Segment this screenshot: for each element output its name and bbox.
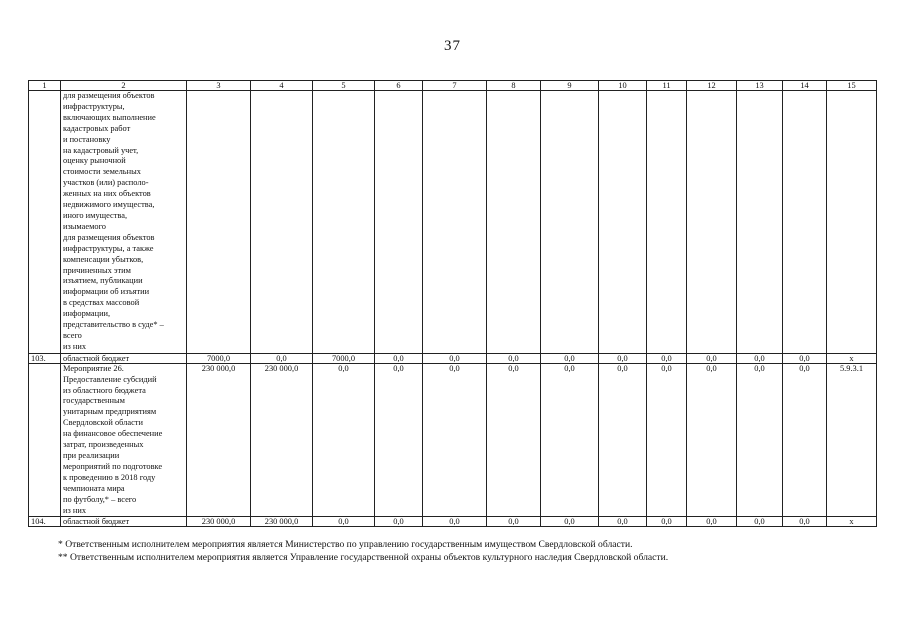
value-cell: 0,0 xyxy=(599,517,647,527)
value-cell: 230 000,0 xyxy=(187,517,251,527)
column-header: 7 xyxy=(423,81,487,91)
budget-label: областной бюджет xyxy=(61,353,187,363)
measure-description: Мероприятие 26. Предоставление субсидий из областного бюджета государственным унитарным предприятиям Свердловской области на финансовое обеспечение затрат, произведенных при реализации мероприятий по подготовке к проведению в 2018 году чемпионата мира по футболу,* – всего из них xyxy=(61,363,187,517)
value-cell: 0,0 xyxy=(687,363,737,517)
column-header: 13 xyxy=(737,81,783,91)
value-cell: 0,0 xyxy=(737,363,783,517)
value-cell: 0,0 xyxy=(541,363,599,517)
value-cell: 0,0 xyxy=(599,353,647,363)
value-cell: 230 000,0 xyxy=(251,517,313,527)
table-row-103 xyxy=(29,353,877,363)
footnote-1: * Ответственным исполнителем мероприятия является Министерство по управлению государственным имуществом Свердловской области. xyxy=(58,539,633,550)
column-header: 12 xyxy=(687,81,737,91)
value-cell: 0,0 xyxy=(783,353,827,363)
value-cell: 0,0 xyxy=(687,517,737,527)
column-header: 1 xyxy=(29,81,61,91)
value-cell: 0,0 xyxy=(487,353,541,363)
value-cell: 0,0 xyxy=(647,363,687,517)
measure-description: для размещения объектов инфраструктуры, включающих выполнение кадастровых работ и постановку на кадастровый учет, оценку рыночной стоимости земельных участков (или) располо- женных на них объектов недвижимого имущества, иного имущества, изымаемого для размещения объектов инфраструктуры, а также компенсации убытков, причиненных этим изъятием, публикации информации об изъятии в средствах массовой информации, представительство в суде* – всего из них xyxy=(61,91,187,354)
budget-label: областной бюджет xyxy=(61,517,187,527)
value-cell: 0,0 xyxy=(487,363,541,517)
value-cell: 230 000,0 xyxy=(251,363,313,517)
column-header-row xyxy=(29,81,877,91)
column-header: 5 xyxy=(313,81,375,91)
value-cell: 0,0 xyxy=(783,517,827,527)
value-cell: 0,0 xyxy=(541,353,599,363)
value-cell: 7000,0 xyxy=(187,353,251,363)
value-cell: 0,0 xyxy=(783,363,827,517)
value-cell: 0,0 xyxy=(375,353,423,363)
row-number: 104. xyxy=(29,517,61,527)
value-cell: 0,0 xyxy=(423,363,487,517)
column-header: 6 xyxy=(375,81,423,91)
table-row-104 xyxy=(29,517,877,527)
value-cell: 230 000,0 xyxy=(187,363,251,517)
reference-cell: х xyxy=(827,353,877,363)
reference-cell: х xyxy=(827,517,877,527)
value-cell: 0,0 xyxy=(647,517,687,527)
value-cell: 0,0 xyxy=(487,517,541,527)
column-header: 2 xyxy=(61,81,187,91)
value-cell: 0,0 xyxy=(375,517,423,527)
column-header: 3 xyxy=(187,81,251,91)
column-header: 4 xyxy=(251,81,313,91)
column-header: 14 xyxy=(783,81,827,91)
column-header: 9 xyxy=(541,81,599,91)
reference-cell: 5.9.3.1 xyxy=(827,363,877,517)
column-header: 10 xyxy=(599,81,647,91)
value-cell: 0,0 xyxy=(313,517,375,527)
value-cell: 7000,0 xyxy=(313,353,375,363)
value-cell: 0,0 xyxy=(375,363,423,517)
table-row-continued xyxy=(29,91,877,354)
column-header: 15 xyxy=(827,81,877,91)
value-cell: 0,0 xyxy=(541,517,599,527)
footnote-2: ** Ответственным исполнителем мероприятия является Управление государственной охраны объектов культурного наследия Свердловской области. xyxy=(58,552,669,563)
value-cell: 0,0 xyxy=(737,353,783,363)
value-cell: 0,0 xyxy=(737,517,783,527)
budget-table xyxy=(28,80,877,527)
table-row-measure-26 xyxy=(29,363,877,517)
row-number: 103. xyxy=(29,353,61,363)
page-number: 37 xyxy=(444,38,461,54)
value-cell: 0,0 xyxy=(687,353,737,363)
value-cell: 0,0 xyxy=(251,353,313,363)
value-cell: 0,0 xyxy=(423,517,487,527)
column-header: 8 xyxy=(487,81,541,91)
value-cell: 0,0 xyxy=(599,363,647,517)
value-cell: 0,0 xyxy=(647,353,687,363)
column-header: 11 xyxy=(647,81,687,91)
footnotes xyxy=(58,538,878,564)
value-cell: 0,0 xyxy=(423,353,487,363)
value-cell: 0,0 xyxy=(313,363,375,517)
